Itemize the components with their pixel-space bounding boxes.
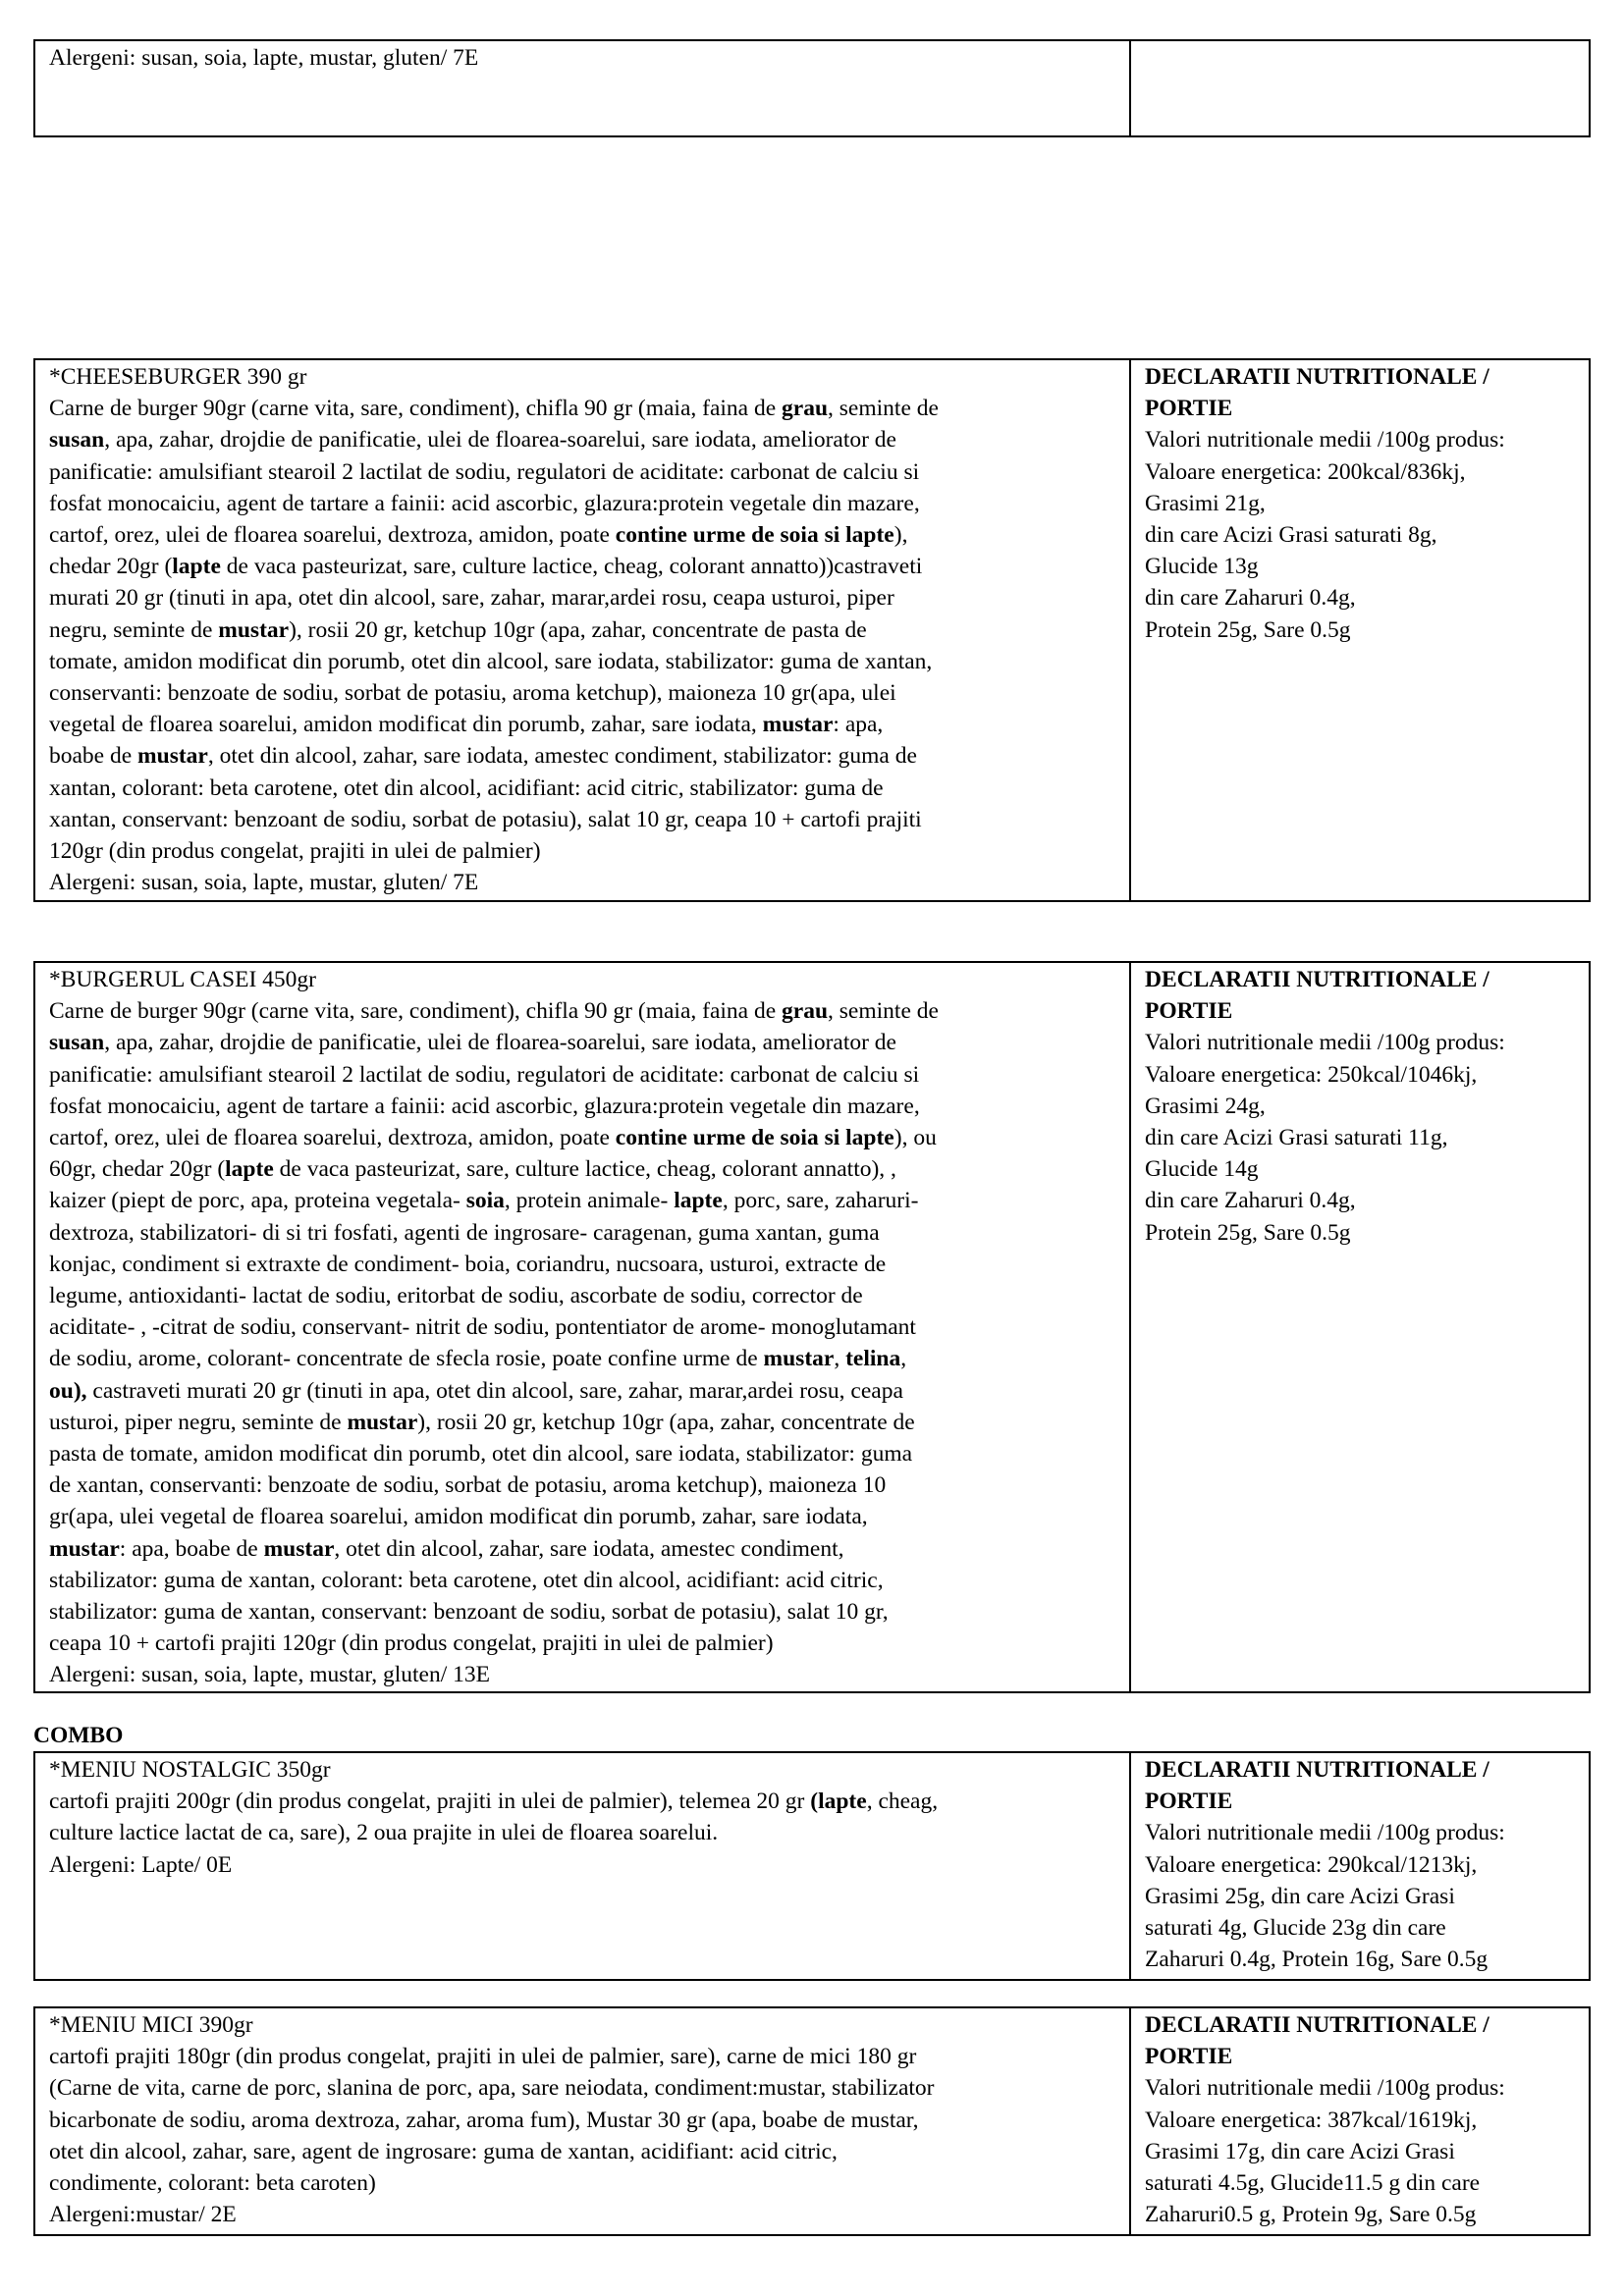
allergen-highlight: mustar bbox=[218, 616, 290, 643]
text-line: cartofi prajiti 180gr (din produs congelat, prajiti in ulei de palmier, sare), carne de mici 180 gr bbox=[49, 2044, 917, 2070]
ingredients-cell bbox=[34, 40, 1130, 136]
allergen-highlight: contine urme de soia si lapte bbox=[615, 1125, 894, 1151]
text-line: stabilizator: guma de xantan, colorant: beta carotene, otet din alcool, acidifiant: acid citric, bbox=[49, 1567, 884, 1593]
text-line: *MENIU MICI 390gr bbox=[49, 2012, 253, 2038]
text-line: susan, apa, zahar, drojdie de panificatie, ulei de floarea-soarelui, sare iodata, ameliorator de bbox=[49, 1030, 896, 1056]
text-line: susan, apa, zahar, drojdie de panificatie, ulei de floarea-soarelui, sare iodata, ameliorator de bbox=[49, 427, 896, 454]
ingredients-cell bbox=[34, 359, 1130, 901]
text-line: boabe de mustar, otet din alcool, zahar, sare iodata, amestec condiment, stabilizator: guma de bbox=[49, 743, 917, 770]
text-line: tomate, amidon modificat din porumb, otet din alcool, sare iodata, stabilizator: guma de xantan, bbox=[49, 648, 933, 674]
nutrition-cell bbox=[1130, 359, 1590, 901]
nutrition-line: Valori nutritionale medii /100g produs: bbox=[1145, 1030, 1505, 1056]
nutrition-line: saturati 4g, Glucide 23g din care bbox=[1145, 1915, 1446, 1942]
text-line: Carne de burger 90gr (carne vita, sare, condiment), chifla 90 gr (maia, faina de grau, seminte de bbox=[49, 396, 939, 422]
text-line: ceapa 10 + cartofi prajiti 120gr (din produs congelat, prajiti in ulei de palmier) bbox=[49, 1630, 774, 1657]
allergen-highlight: susan bbox=[49, 1030, 105, 1056]
allergen-highlight: (lapte bbox=[810, 1789, 867, 1815]
nutrition-line: Grasimi 25g, din care Acizi Grasi bbox=[1145, 1883, 1455, 1909]
text-line: usturoi, piper negru, seminte de mustar), rosii 20 gr, ketchup 10gr (apa, zahar, concentrate de bbox=[49, 1409, 915, 1435]
text-line: panificatie: amulsifiant stearoil 2 lactilat de sodiu, regulatori de aciditate: carbonat de calciu si bbox=[49, 1061, 920, 1088]
menu-item-meniu-nostalgic bbox=[33, 1751, 1591, 1981]
nutrition-title: DECLARATII NUTRITIONALE / bbox=[1145, 967, 1489, 992]
text-line: cartof, orez, ulei de floarea soarelui, dextroza, amidon, poate contine urme de soia si lapte), ou bbox=[49, 1125, 937, 1151]
allergen-highlight: contine urme de soia si lapte bbox=[615, 522, 894, 549]
nutrition-line: Valoare energetica: 387kcal/1619kj, bbox=[1145, 2107, 1478, 2133]
nutrition-line: Glucide 14g bbox=[1145, 1156, 1259, 1183]
allergen-highlight: susan bbox=[49, 427, 105, 454]
text-line: Carne de burger 90gr (carne vita, sare, condiment), chifla 90 gr (maia, faina de grau, seminte de bbox=[49, 998, 939, 1025]
menu-item-meniu-mici bbox=[33, 2006, 1591, 2236]
text-line: Alergeni: susan, soia, lapte, mustar, gluten/ 7E bbox=[49, 45, 479, 71]
nutrition-line: Protein 25g, Sare 0.5g bbox=[1145, 616, 1351, 643]
nutrition-line: Valori nutritionale medii /100g produs: bbox=[1145, 1820, 1505, 1846]
nutrition-line: saturati 4.5g, Glucide11.5 g din care bbox=[1145, 2170, 1481, 2197]
nutrition-values bbox=[1145, 2072, 1575, 2230]
nutrition-line: Zaharuri0.5 g, Protein 9g, Sare 0.5g bbox=[1145, 2202, 1477, 2228]
ingredients-text bbox=[49, 1754, 1115, 1881]
ingredients-text bbox=[49, 42, 1115, 74]
text-line: 120gr (din produs congelat, prajiti in ulei de palmier) bbox=[49, 838, 541, 865]
allergen-highlight: mustar bbox=[263, 1535, 335, 1562]
allergen-highlight: lapte bbox=[674, 1188, 723, 1214]
text-line: Alergeni: susan, soia, lapte, mustar, gluten/ 7E bbox=[49, 870, 479, 896]
ingredients-cell bbox=[34, 1752, 1130, 1980]
nutrition-line: din care Acizi Grasi saturati 8g, bbox=[1145, 522, 1437, 549]
nutrition-line: din care Acizi Grasi saturati 11g, bbox=[1145, 1125, 1448, 1151]
menu-item-table-continuation bbox=[33, 39, 1591, 137]
text-line: gr(apa, ulei vegetal de floarea soarelui, amidon modificat din porumb, zahar, sare iodata, bbox=[49, 1504, 868, 1530]
nutrition-line: Glucide 13g bbox=[1145, 554, 1259, 580]
text-line: mustar: apa, boabe de mustar, otet din alcool, zahar, sare iodata, amestec condiment, bbox=[49, 1535, 844, 1562]
text-line: vegetal de floarea soarelui, amidon modificat din porumb, zahar, sare iodata, mustar: apa, bbox=[49, 712, 884, 738]
allergen-highlight: mustar bbox=[347, 1409, 418, 1435]
allergen-highlight: telina bbox=[845, 1346, 901, 1372]
nutrition-title: DECLARATII NUTRITIONALE / bbox=[1145, 364, 1489, 390]
text-line: cartofi prajiti 200gr (din produs congelat, prajiti in ulei de palmier), telemea 20 gr (lapte, cheag, bbox=[49, 1789, 939, 1815]
allergen-highlight: grau bbox=[782, 396, 829, 422]
ingredients-text bbox=[49, 964, 1115, 1691]
nutrition-cell bbox=[1130, 962, 1590, 1692]
text-line: conservanti: benzoate de sodiu, sorbat de potasiu, aroma ketchup), maioneza 10 gr(apa, ulei bbox=[49, 680, 896, 707]
text-line: aciditate- , -citrat de sodiu, conservant- nitrit de sodiu, pontentiator de arome- monoglutamant bbox=[49, 1314, 916, 1341]
nutrition-line: Valoare energetica: 290kcal/1213kj, bbox=[1145, 1851, 1478, 1878]
text-line: otet din alcool, zahar, sare, agent de ingrosare: guma de xantan, acidifiant: acid citric, bbox=[49, 2138, 838, 2164]
text-line: *MENIU NOSTALGIC 350gr bbox=[49, 1757, 331, 1783]
text-line: de sodiu, arome, colorant- concentrate de sfecla rosie, poate confine urme de mustar, telina, bbox=[49, 1346, 907, 1372]
text-line: xantan, colorant: beta carotene, otet din alcool, acidifiant: acid citric, stabilizator: guma de bbox=[49, 774, 884, 801]
nutrition-cell bbox=[1130, 1752, 1590, 1980]
nutrition-values bbox=[1145, 1817, 1575, 1975]
text-line: Alergeni: susan, soia, lapte, mustar, gluten/ 13E bbox=[49, 1662, 490, 1688]
ingredients-text bbox=[49, 2009, 1115, 2230]
nutrition-line: Grasimi 17g, din care Acizi Grasi bbox=[1145, 2138, 1455, 2164]
ingredients-text bbox=[49, 361, 1115, 898]
allergen-highlight: lapte bbox=[172, 554, 221, 580]
text-line: murati 20 gr (tinuti in apa, otet din alcool, sare, zahar, marar,ardei rosu, ceapa usturoi, piper bbox=[49, 585, 894, 612]
menu-item-cheeseburger bbox=[33, 358, 1591, 902]
text-line: bicarbonate de sodiu, aroma dextroza, zahar, aroma fum), Mustar 30 gr (apa, boabe de mustar, bbox=[49, 2107, 919, 2133]
nutrition-line: Valori nutritionale medii /100g produs: bbox=[1145, 2075, 1505, 2102]
text-line: chedar 20gr (lapte de vaca pasteurizat, sare, culture lactice, cheag, colorant annatto))castraveti bbox=[49, 554, 923, 580]
text-line: condimente, colorant: beta caroten) bbox=[49, 2170, 376, 2197]
nutrition-title: PORTIE bbox=[1145, 998, 1233, 1025]
nutrition-cell bbox=[1130, 40, 1590, 136]
text-line: konjac, condiment si extraxte de condiment- boia, coriandru, nucsoara, usturoi, extracte de bbox=[49, 1251, 887, 1277]
nutrition-line: Grasimi 24g, bbox=[1145, 1093, 1266, 1119]
nutrition-title: PORTIE bbox=[1145, 2044, 1233, 2070]
section-heading-combo: COMBO bbox=[33, 1723, 124, 1748]
allergen-highlight: mustar bbox=[763, 1346, 835, 1372]
text-line: panificatie: amulsifiant stearoil 2 lactilat de sodiu, regulatori de aciditate: carbonat de calciu si bbox=[49, 458, 920, 485]
nutrition-title: DECLARATII NUTRITIONALE / bbox=[1145, 2012, 1489, 2038]
text-line: negru, seminte de mustar), rosii 20 gr, ketchup 10gr (apa, zahar, concentrate de pasta de bbox=[49, 616, 867, 643]
text-line: kaizer (piept de porc, apa, proteina vegetala- soia, protein animale- lapte, porc, sare, zaharuri- bbox=[49, 1188, 919, 1214]
allergen-highlight: grau bbox=[782, 998, 829, 1025]
nutrition-line: Valoare energetica: 250kcal/1046kj, bbox=[1145, 1061, 1478, 1088]
nutrition-line: din care Zaharuri 0.4g, bbox=[1145, 1188, 1356, 1214]
allergen-highlight: ou), bbox=[49, 1377, 87, 1404]
menu-item-burgerul-casei bbox=[33, 961, 1591, 1693]
nutrition-title: DECLARATII NUTRITIONALE / bbox=[1145, 1757, 1489, 1783]
text-line: cartof, orez, ulei de floarea soarelui, dextroza, amidon, poate contine urme de soia si lapte), bbox=[49, 522, 908, 549]
text-line: dextroza, stabilizatori- di si tri fosfati, agenti de ingrosare- caragenan, guma xantan, guma bbox=[49, 1219, 880, 1246]
allergen-highlight: lapte bbox=[225, 1156, 274, 1183]
text-line: (Carne de vita, carne de porc, slanina de porc, apa, sare neiodata, condiment:mustar, stabilizator bbox=[49, 2075, 935, 2102]
nutrition-line: din care Zaharuri 0.4g, bbox=[1145, 585, 1356, 612]
nutrition-title: PORTIE bbox=[1145, 396, 1233, 422]
allergen-highlight: mustar bbox=[137, 743, 208, 770]
text-line: pasta de tomate, amidon modificat din porumb, otet din alcool, sare iodata, stabilizator: guma bbox=[49, 1441, 913, 1468]
nutrition-line: Valori nutritionale medii /100g produs: bbox=[1145, 427, 1505, 454]
nutrition-title: PORTIE bbox=[1145, 1789, 1233, 1815]
text-line: fosfat monocaiciu, agent de tartare a fainii: acid ascorbic, glazura:protein vegetale din mazare, bbox=[49, 490, 920, 516]
allergen-highlight: mustar bbox=[762, 712, 834, 738]
nutrition-line: Zaharuri 0.4g, Protein 16g, Sare 0.5g bbox=[1145, 1947, 1489, 1973]
text-line: fosfat monocaiciu, agent de tartare a fainii: acid ascorbic, glazura:protein vegetale din mazare, bbox=[49, 1093, 920, 1119]
nutrition-line: Grasimi 21g, bbox=[1145, 490, 1266, 516]
text-line: Alergeni:mustar/ 2E bbox=[49, 2202, 237, 2228]
nutrition-line: Valoare energetica: 200kcal/836kj, bbox=[1145, 458, 1466, 485]
text-line: legume, antioxidanti- lactat de sodiu, eritorbat de sodiu, ascorbate de sodiu, corrector de bbox=[49, 1283, 863, 1309]
allergen-highlight: mustar bbox=[49, 1535, 120, 1562]
text-line: 60gr, chedar 20gr (lapte de vaca pasteurizat, sare, culture lactice, cheag, colorant annatto), , bbox=[49, 1156, 896, 1183]
allergen-highlight: soia bbox=[465, 1188, 505, 1214]
text-line: de xantan, conservanti: benzoate de sodiu, sorbat de potasiu, aroma ketchup), maioneza 10 bbox=[49, 1472, 887, 1499]
text-line: stabilizator: guma de xantan, conservant: benzoant de sodiu, sorbat de potasiu), salat 10 gr, bbox=[49, 1599, 889, 1626]
ingredients-cell bbox=[34, 962, 1130, 1692]
ingredients-cell bbox=[34, 2007, 1130, 2235]
text-line: ou), castraveti murati 20 gr (tinuti in apa, otet din alcool, sare, zahar, marar,ardei rosu, ceapa bbox=[49, 1377, 903, 1404]
nutrition-cell bbox=[1130, 2007, 1590, 2235]
nutrition-line: Protein 25g, Sare 0.5g bbox=[1145, 1219, 1351, 1246]
text-line: *CHEESEBURGER 390 gr bbox=[49, 364, 307, 390]
text-line: Alergeni: Lapte/ 0E bbox=[49, 1851, 233, 1878]
text-line: *BURGERUL CASEI 450gr bbox=[49, 967, 316, 992]
text-line: xantan, conservant: benzoant de sodiu, sorbat de potasiu), salat 10 gr, ceapa 10 + cartofi prajiti bbox=[49, 806, 922, 832]
text-line: culture lactice lactat de ca, sare), 2 oua prajite in ulei de floarea soarelui. bbox=[49, 1820, 719, 1846]
nutrition-values bbox=[1145, 1027, 1575, 1248]
nutrition-values bbox=[1145, 424, 1575, 645]
